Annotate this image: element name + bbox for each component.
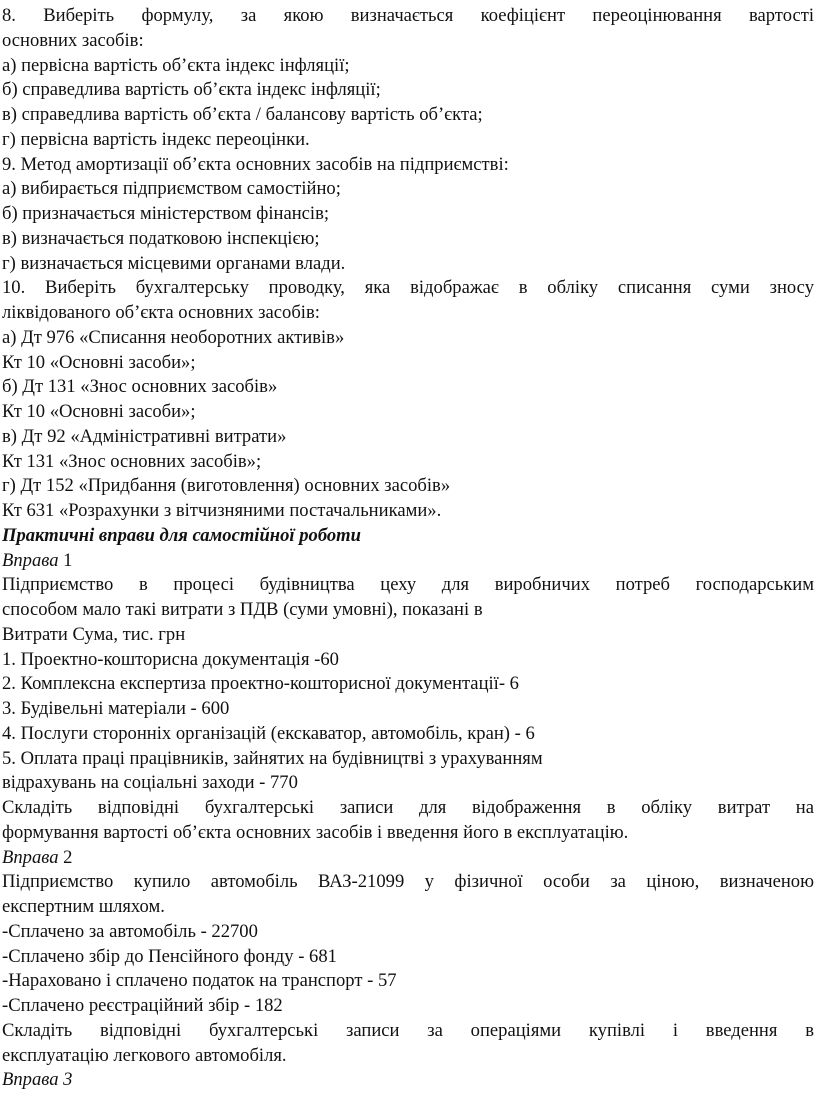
exercise-2-label: Вправа	[2, 846, 59, 868]
question-8-stem-cont: основних засобів:	[2, 29, 144, 51]
question-8-option-b: б) справедлива вартість об’єкта індекс інфляції;	[2, 79, 381, 101]
exercise-1-item: відрахувань на соціальні заходи - 770	[2, 772, 298, 794]
exercise-3-heading: Вправа 3	[2, 1069, 73, 1091]
exercise-1-task-cont: формування вартості об’єкта основних засобів і введення його в експлуатацію.	[2, 821, 629, 843]
exercise-2-item: -Сплачено збір до Пенсійного фонду - 681	[2, 945, 337, 967]
question-9-option-d: г) визначається місцевими органами влади.	[2, 252, 346, 274]
question-10-option-a-credit: Кт 10 «Основні засоби»;	[2, 351, 196, 373]
question-10-option-b-debit: б) Дт 131 «Знос основних засобів»	[2, 376, 278, 398]
question-10-option-c-debit: в) Дт 92 «Адміністративні витрати»	[2, 425, 287, 447]
question-9-stem: 9. Метод амортизації об’єкта основних засобів на підприємстві:	[2, 153, 509, 175]
question-9-option-a: а) вибирається підприємством самостійно;	[2, 178, 341, 200]
section-title: Практичні вправи для самостійної роботи	[2, 524, 361, 546]
question-9-option-b: б) призначається міністерством фінансів;	[2, 203, 330, 224]
exercise-1-heading	[2, 549, 814, 574]
exercise-1-table-header: Витрати Сума, тис. грн	[2, 623, 186, 645]
exercise-1-item: 3. Будівельні матеріали - 600	[2, 698, 230, 719]
question-10-stem-cont: ліквідованого об’єкта основних засобів:	[2, 302, 320, 323]
exercise-1-intro-cont: способом мало такі витрати з ПДВ (суми умовні), показані в	[2, 599, 483, 620]
question-10-option-d-debit: г) Дт 152 «Придбання (виготовлення) основних засобів»	[2, 475, 451, 497]
exercise-1-item: 2. Комплексна експертиза проектно-кошторисної документації- 6	[2, 673, 519, 695]
question-9-option-c: в) визначається податковою інспекцією;	[2, 227, 320, 249]
exercise-2-number: 2	[58, 846, 73, 868]
question-10-option-b-credit: Кт 10 «Основні засоби»;	[2, 401, 196, 422]
question-8-option-c: в) справедлива вартість об’єкта / балансову вартість об’єкта;	[2, 104, 483, 125]
question-8-option-d: г) первісна вартість індекс переоцінки.	[2, 128, 310, 150]
exercise-2-heading	[2, 846, 814, 871]
question-10-option-d-credit: Кт 631 «Розрахунки з вітчизняними постачальниками».	[2, 500, 442, 521]
exercise-1-task: Складіть відповідні бухгалтерські записи для відображення в обліку витрат на	[2, 797, 814, 818]
exercise-1-item: 5. Оплата праці працівників, зайнятих на будівництві з урахуванням	[2, 747, 543, 769]
question-10-stem: 10. Виберіть бухгалтерську проводку, яка відображає в обліку списання суми зносу	[2, 277, 814, 299]
exercise-2-intro: Підприємство купило автомобіль ВАЗ-21099 у фізичної особи за ціною, визначеною	[2, 871, 814, 893]
exercise-1-number: 1	[58, 549, 73, 571]
question-10-option-c-credit: Кт 131 «Знос основних засобів»;	[2, 450, 262, 472]
question-8-option-a: а) первісна вартість об’єкта індекс інфляції;	[2, 54, 350, 76]
exercise-2-item: -Нараховано і сплачено податок на транспорт - 57	[2, 970, 397, 992]
question-10-option-a-debit: а) Дт 976 «Списання необоротних активів»	[2, 326, 345, 348]
exercise-1-label: Вправа	[2, 549, 59, 571]
exercise-2-item: -Сплачено за автомобіль - 22700	[2, 920, 258, 942]
exercise-2-task: Складіть відповідні бухгалтерські записи за операціями купівлі і введення в	[2, 1019, 814, 1041]
question-8-stem: 8. Виберіть формулу, за якою визначається коефіцієнт переоцінювання вартості	[2, 5, 814, 26]
exercise-2-item: -Сплачено реєстраційний збір - 182	[2, 995, 283, 1016]
exercise-1-intro: Підприємство в процесі будівництва цеху для виробничих потреб господарським	[2, 574, 814, 596]
exercise-2-task-cont: експлуатацію легкового автомобіля.	[2, 1044, 287, 1066]
exercise-1-item: 1. Проектно-кошторисна документація -60	[2, 648, 339, 670]
exercise-1-item: 4. Послуги сторонніх організацій (екскаватор, автомобіль, кран) - 6	[2, 722, 535, 744]
exercise-2-intro-cont: експертним шляхом.	[2, 896, 165, 917]
